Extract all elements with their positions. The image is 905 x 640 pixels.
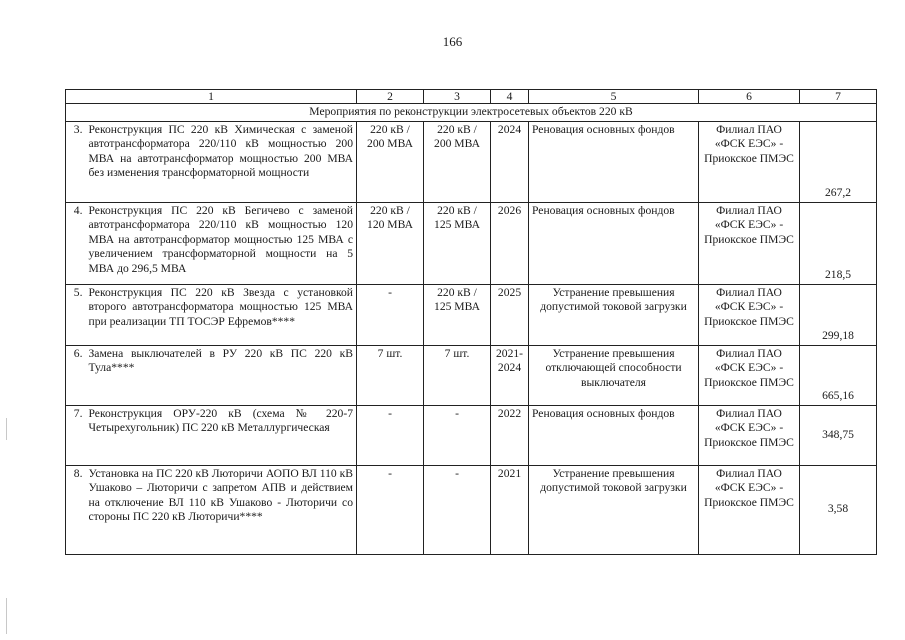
row-reason: Реновация основных фондов bbox=[529, 121, 699, 202]
row-number: 7. bbox=[66, 405, 86, 465]
row-number: 6. bbox=[66, 345, 86, 405]
section-header-row bbox=[66, 104, 877, 122]
row-reason: Устранение превышения отключающей способности выключателя bbox=[529, 345, 699, 405]
row-before: - bbox=[357, 405, 424, 465]
page-number: 166 bbox=[442, 34, 463, 49]
margin-scan-mark bbox=[6, 418, 7, 440]
row-executor: Филиал ПАО «ФСК ЕЭС» - Приокское ПМЭС bbox=[699, 465, 800, 554]
row-cost: 218,5 bbox=[800, 202, 877, 284]
column-header-7: 7 bbox=[800, 90, 877, 104]
row-year: 2025 bbox=[491, 284, 529, 345]
row-number: 5. bbox=[66, 284, 86, 345]
row-executor: Филиал ПАО «ФСК ЕЭС» - Приокское ПМЭС bbox=[699, 284, 800, 345]
row-reason: Устранение превышения допустимой токовой загрузки bbox=[529, 284, 699, 345]
column-number-row bbox=[66, 90, 877, 104]
row-year: 2021-2024 bbox=[491, 345, 529, 405]
row-description: Реконструкция ПС 220 кВ Химическая с заменой автотрансформатора 220/110 кВ мощностью 200 МВА на автотрансформатор мощностью 200 МВА без изменения трансформаторной мощности bbox=[86, 121, 357, 202]
row-reason: Устранение превышения допустимой токовой загрузки bbox=[529, 465, 699, 554]
table-row bbox=[66, 345, 877, 405]
row-before: 7 шт. bbox=[357, 345, 424, 405]
row-year: 2026 bbox=[491, 202, 529, 284]
row-before: - bbox=[357, 465, 424, 554]
row-description: Реконструкция ОРУ-220 кВ (схема № 220-7 Четырехугольник) ПС 220 кВ Металлургическая bbox=[86, 405, 357, 465]
row-reason: Реновация основных фондов bbox=[529, 405, 699, 465]
row-cost: 267,2 bbox=[800, 121, 877, 202]
row-after: 220 кВ / 200 МВА bbox=[424, 121, 491, 202]
column-header-5: 5 bbox=[529, 90, 699, 104]
measures-table bbox=[65, 89, 877, 555]
row-reason: Реновация основных фондов bbox=[529, 202, 699, 284]
row-description: Реконструкция ПС 220 кВ Звезда с установкой второго автотрансформатора мощностью 125 МВА при реализации ТП ТОСЭР Ефремов**** bbox=[86, 284, 357, 345]
table-row bbox=[66, 284, 877, 345]
table-row bbox=[66, 405, 877, 465]
row-year: 2022 bbox=[491, 405, 529, 465]
section-title: Мероприятия по реконструкции электросетевых объектов 220 кВ bbox=[66, 104, 877, 122]
row-executor: Филиал ПАО «ФСК ЕЭС» - Приокское ПМЭС bbox=[699, 345, 800, 405]
table-row bbox=[66, 121, 877, 202]
row-description: Замена выключателей в РУ 220 кВ ПС 220 кВ Тула**** bbox=[86, 345, 357, 405]
row-before: 220 кВ / 200 МВА bbox=[357, 121, 424, 202]
row-cost: 3,58 bbox=[800, 465, 877, 554]
table-row bbox=[66, 202, 877, 284]
row-executor: Филиал ПАО «ФСК ЕЭС» - Приокское ПМЭС bbox=[699, 202, 800, 284]
column-header-6: 6 bbox=[699, 90, 800, 104]
row-year: 2024 bbox=[491, 121, 529, 202]
margin-scan-mark bbox=[6, 598, 7, 634]
row-before: 220 кВ / 120 МВА bbox=[357, 202, 424, 284]
row-after: 7 шт. bbox=[424, 345, 491, 405]
row-description: Реконструкция ПС 220 кВ Бегичево с заменой автотрансформатора 220/110 кВ мощностью 120 МВА на автотрансформатор мощностью 125 МВА с увеличением трансформаторной мощности на 5 МВА до 296,5 МВА bbox=[86, 202, 357, 284]
row-description: Установка на ПС 220 кВ Люторичи АОПО ВЛ 110 кВ Ушаково – Люторичи с запретом АПВ и действием на отключение ВЛ 110 кВ Ушаково - Люторичи со стороны ПС 220 кВ Люторичи**** bbox=[86, 465, 357, 554]
row-executor: Филиал ПАО «ФСК ЕЭС» - Приокское ПМЭС bbox=[699, 121, 800, 202]
row-cost: 348,75 bbox=[800, 405, 877, 465]
column-header-1: 1 bbox=[66, 90, 357, 104]
column-header-2: 2 bbox=[357, 90, 424, 104]
row-number: 4. bbox=[66, 202, 86, 284]
row-after: 220 кВ / 125 МВА bbox=[424, 284, 491, 345]
row-cost: 299,18 bbox=[800, 284, 877, 345]
column-header-4: 4 bbox=[491, 90, 529, 104]
row-executor: Филиал ПАО «ФСК ЕЭС» - Приокское ПМЭС bbox=[699, 405, 800, 465]
row-number: 3. bbox=[66, 121, 86, 202]
row-after: - bbox=[424, 465, 491, 554]
row-year: 2021 bbox=[491, 465, 529, 554]
column-header-3: 3 bbox=[424, 90, 491, 104]
row-before: - bbox=[357, 284, 424, 345]
row-after: - bbox=[424, 405, 491, 465]
row-number: 8. bbox=[66, 465, 86, 554]
table-row bbox=[66, 465, 877, 554]
row-after: 220 кВ / 125 МВА bbox=[424, 202, 491, 284]
row-cost: 665,16 bbox=[800, 345, 877, 405]
